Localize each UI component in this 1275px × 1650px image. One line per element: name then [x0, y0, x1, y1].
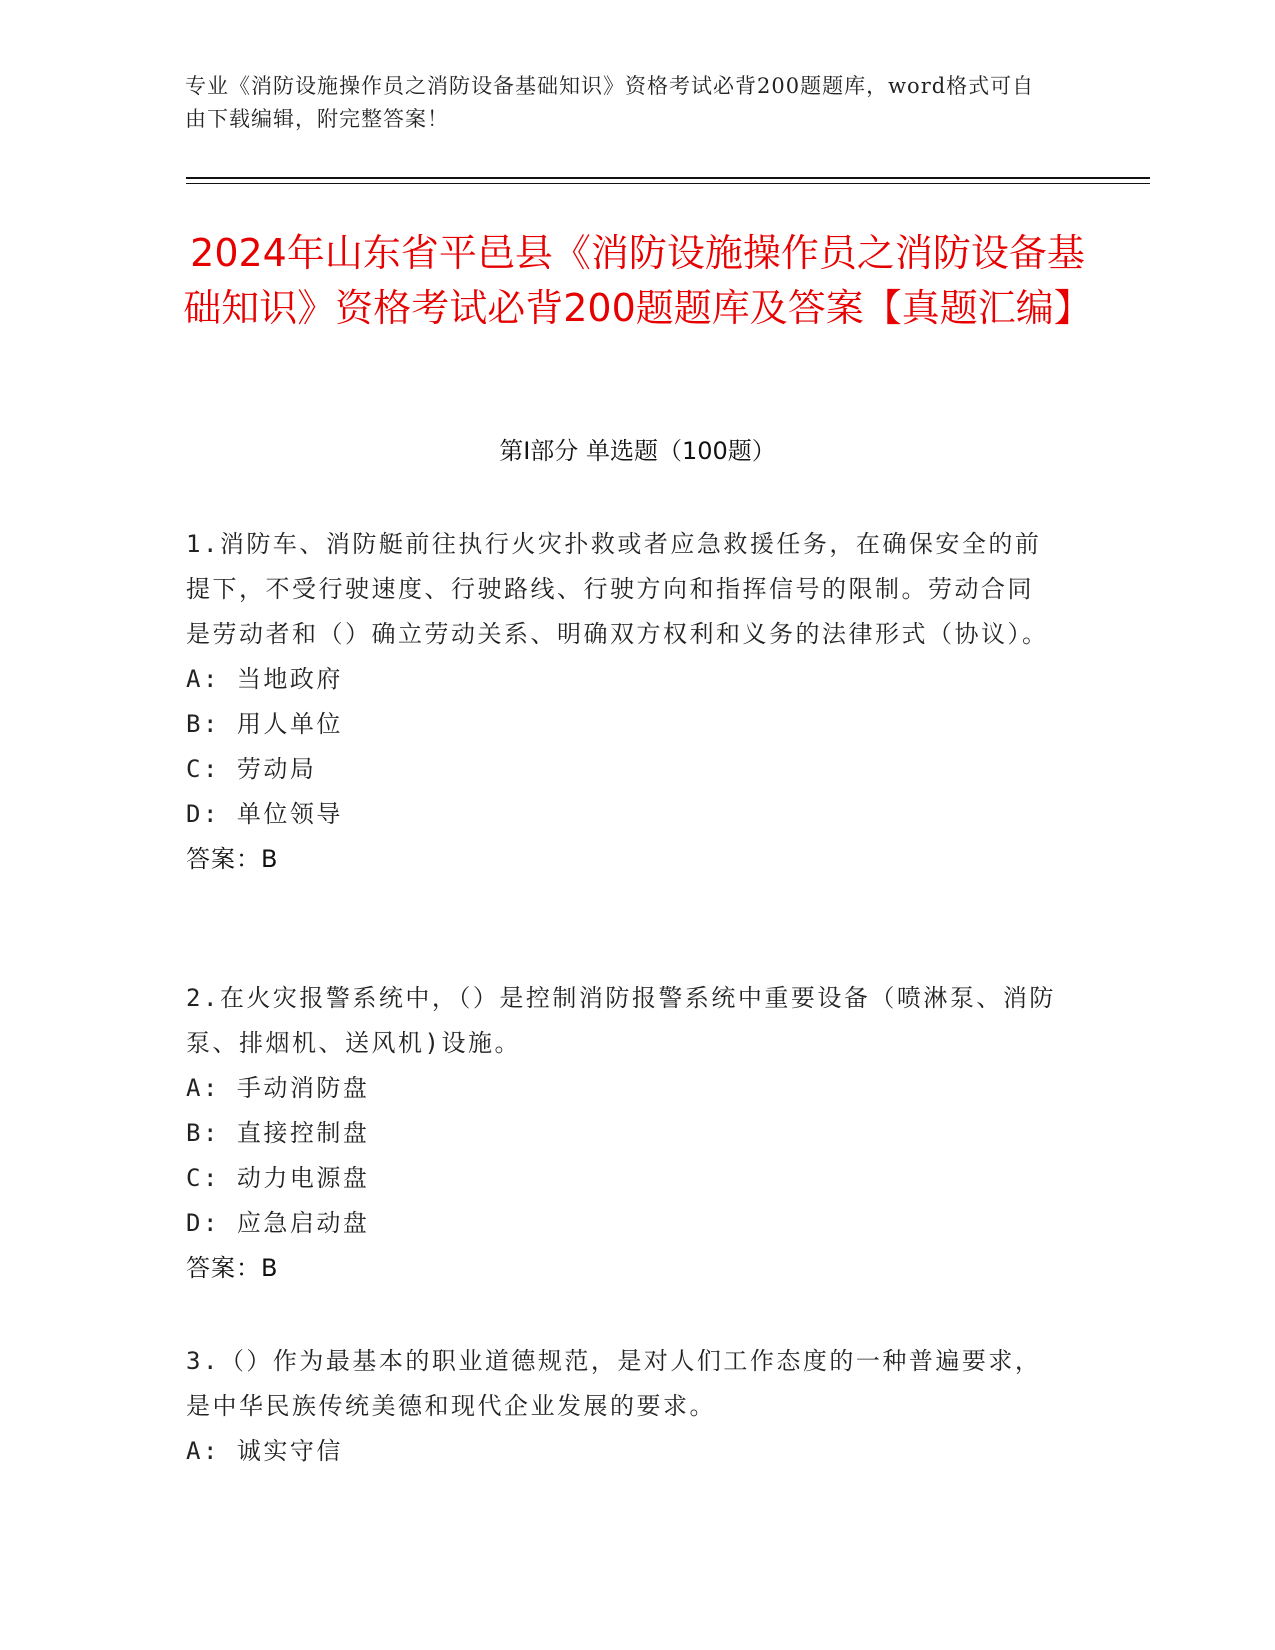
question-2: [186, 976, 1056, 1291]
option-a: A: 诚实守信: [186, 1437, 343, 1465]
option-d: D: 应急启动盘: [186, 1209, 370, 1237]
answer: 答案：B: [186, 845, 279, 873]
question-stem: 3.（）作为最基本的职业道德规范，是对人们工作态度的一种普遍要求，是中华民族传统美德和现代企业发展的要求。: [186, 1347, 1042, 1420]
option-a: A: 手动消防盘: [186, 1074, 370, 1102]
section-heading: 第I部分 单选题（100题）: [499, 437, 776, 465]
option-b: B: 用人单位: [186, 710, 343, 738]
header-rule-thick: [186, 177, 1150, 179]
question-1: [186, 522, 1056, 882]
question-3: [186, 1339, 1056, 1474]
question-stem: 1.消防车、消防艇前往执行火灾扑救或者应急救援任务，在确保安全的前提下，不受行驶速度、行驶路线、行驶方向和指挥信号的限制。劳动合同是劳动者和（）确立劳动关系、明确双方权利和义务的法律形式（协议）。: [186, 530, 1049, 648]
header-rule-thin: [186, 183, 1150, 184]
option-b: B: 直接控制盘: [186, 1119, 370, 1147]
document-title: 2024年山东省平邑县《消防设施操作员之消防设备基础知识》资格考试必背200题题库及答案【真题汇编】: [183, 231, 1092, 330]
option-a: A: 当地政府: [186, 665, 343, 693]
option-d: D: 单位领导: [186, 800, 343, 828]
answer: 答案：B: [186, 1254, 279, 1282]
question-stem: 2.在火灾报警系统中，（）是控制消防报警系统中重要设备（喷淋泵、消防泵、排烟机、送风机)设施。: [186, 984, 1056, 1057]
header-note: 专业《消防设施操作员之消防设备基础知识》资格考试必背200题题库，word格式可自由下载编辑，附完整答案！: [185, 74, 1035, 131]
option-c: C: 劳动局: [186, 755, 317, 783]
option-c: C: 动力电源盘: [186, 1164, 370, 1192]
